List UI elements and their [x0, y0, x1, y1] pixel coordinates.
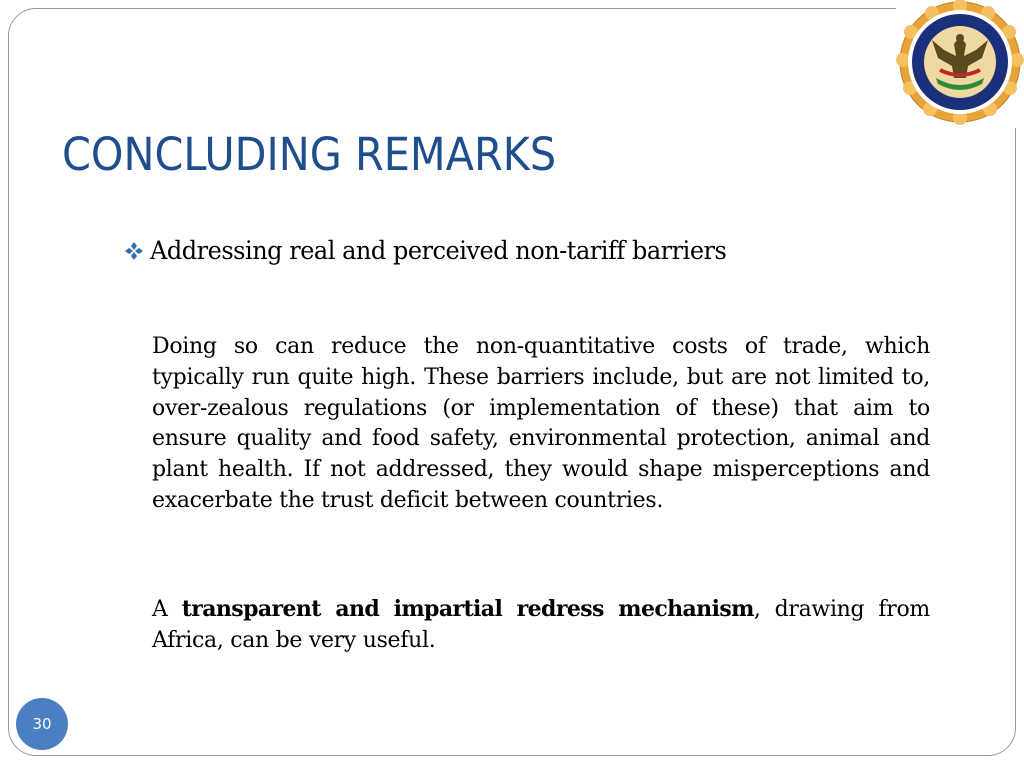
slide-title: CONCLUDING REMARKS	[62, 128, 557, 181]
bullet-text: Addressing real and perceived non-tariff barriers	[150, 236, 727, 265]
diamond-bullet-icon	[124, 241, 144, 261]
page-number-badge: 30	[16, 698, 68, 750]
paragraph-redress-mechanism	[152, 594, 930, 657]
paragraph2-bold-phrase: transparent and impartial redress mechanism	[181, 596, 754, 622]
paragraph-non-tariff-barriers: Doing so can reduce the non-quantitative costs of trade, which typically run quite high. These barriers include, but are not limited to, over-zealous regulations (or implementation of these) that aim to ensure quality and food safety, environmental protection, animal and plant health. If not addressed, they would shape misperceptions and exacerbate the trust deficit between countries.	[152, 334, 930, 513]
institute-emblem-icon	[896, 0, 1024, 128]
paragraph2-prefix: A	[152, 597, 182, 622]
paragraph2-suffix: , drawing from Africa, can be very useful.	[152, 597, 930, 653]
bullet-heading	[124, 236, 750, 265]
